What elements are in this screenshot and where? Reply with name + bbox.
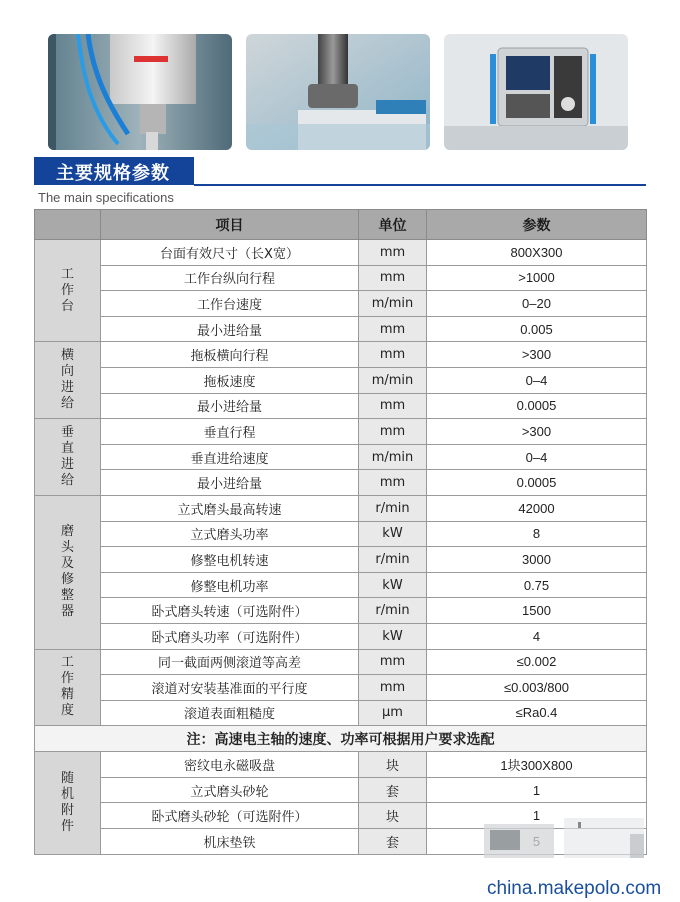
param-cell: 0.0005: [427, 393, 647, 419]
item-cell: 密纹电永磁吸盘: [101, 752, 359, 778]
table-row: [35, 265, 647, 291]
param-cell: >300: [427, 342, 647, 368]
specifications-table: [34, 209, 647, 855]
unit-cell: kW: [359, 572, 427, 598]
item-cell: 卧式磨头功率（可选附件）: [101, 623, 359, 649]
item-cell: 同一截面两侧滚道等高差: [101, 649, 359, 675]
item-cell: 拖板速度: [101, 367, 359, 393]
unit-cell: 套: [359, 777, 427, 803]
unit-cell: mm: [359, 470, 427, 496]
item-cell: 工作台纵向行程: [101, 265, 359, 291]
param-cell: ≤0.002: [427, 649, 647, 675]
note-text: 注：高速电主轴的速度、功率可根据用户要求选配: [35, 726, 647, 752]
item-cell: 立式磨头砂轮: [101, 777, 359, 803]
param-cell: 1500: [427, 598, 647, 624]
unit-cell: 套: [359, 829, 427, 855]
param-cell: >300: [427, 419, 647, 445]
category-cell: 磨头及修整器: [35, 495, 101, 649]
unit-cell: m/min: [359, 444, 427, 470]
category-cell: 工作精度: [35, 649, 101, 726]
item-cell: 台面有效尺寸（长X宽）: [101, 240, 359, 266]
table-row: [35, 367, 647, 393]
watermark-text: china.makepolo.com: [487, 878, 662, 899]
unit-cell: kW: [359, 623, 427, 649]
unit-cell: m/min: [359, 367, 427, 393]
item-cell: 最小进给量: [101, 316, 359, 342]
header-item: 项目: [101, 210, 359, 240]
item-cell: 滚道对安装基准面的平行度: [101, 675, 359, 701]
category-cell: 随机附件: [35, 752, 101, 854]
unit-cell: mm: [359, 649, 427, 675]
table-row: [35, 521, 647, 547]
table-row: [35, 675, 647, 701]
table-row: [35, 470, 647, 496]
table-row: [35, 495, 647, 521]
item-cell: 最小进给量: [101, 393, 359, 419]
table-row: [35, 291, 647, 317]
param-cell: >1000: [427, 265, 647, 291]
table-row: [35, 547, 647, 573]
table-row: [35, 342, 647, 368]
header-param: 参数: [427, 210, 647, 240]
param-cell: 0–4: [427, 367, 647, 393]
item-cell: 立式磨头最高转速: [101, 495, 359, 521]
item-cell: 拖板横向行程: [101, 342, 359, 368]
param-cell: 800X300: [427, 240, 647, 266]
unit-cell: mm: [359, 419, 427, 445]
unit-cell: r/min: [359, 495, 427, 521]
item-cell: 修整电机转速: [101, 547, 359, 573]
unit-cell: mm: [359, 265, 427, 291]
item-cell: 工作台速度: [101, 291, 359, 317]
param-cell: 1: [427, 777, 647, 803]
unit-cell: r/min: [359, 598, 427, 624]
section-title-zh: 主要规格参数: [56, 163, 170, 184]
unit-cell: mm: [359, 240, 427, 266]
item-cell: 卧式磨头转速（可选附件）: [101, 598, 359, 624]
unit-cell: mm: [359, 316, 427, 342]
header-category: [35, 210, 101, 240]
unit-cell: μm: [359, 700, 427, 726]
param-cell: 0.005: [427, 316, 647, 342]
table-row: [35, 598, 647, 624]
item-cell: 机床垫铁: [101, 829, 359, 855]
table-row: [35, 572, 647, 598]
item-cell: 垂直进给速度: [101, 444, 359, 470]
table-header-row: [35, 210, 647, 240]
category-cell: 横向进给: [35, 342, 101, 419]
item-cell: 修整电机功率: [101, 572, 359, 598]
unit-cell: mm: [359, 675, 427, 701]
param-cell: 1: [427, 803, 647, 829]
param-cell: ≤Ra0.4: [427, 700, 647, 726]
item-cell: 立式磨头功率: [101, 521, 359, 547]
unit-cell: mm: [359, 342, 427, 368]
unit-cell: m/min: [359, 291, 427, 317]
section-title-underline: [194, 184, 646, 186]
note-row: [35, 726, 647, 752]
table-row: [35, 444, 647, 470]
unit-cell: r/min: [359, 547, 427, 573]
table-row: [35, 649, 647, 675]
item-cell: 垂直行程: [101, 419, 359, 445]
category-cell: 工作台: [35, 240, 101, 342]
photo-strip: [48, 34, 628, 150]
grinding-head-photo: [246, 34, 430, 150]
table-row: [35, 240, 647, 266]
param-cell: 0–20: [427, 291, 647, 317]
unit-cell: mm: [359, 393, 427, 419]
section-title-en: The main specifications: [38, 190, 174, 205]
param-cell: ≤0.003/800: [427, 675, 647, 701]
param-cell: 42000: [427, 495, 647, 521]
table-row: [35, 419, 647, 445]
table-row: [35, 623, 647, 649]
param-cell: 1块300X800: [427, 752, 647, 778]
spindle-photo: [48, 34, 232, 150]
item-cell: 卧式磨头砂轮（可选附件）: [101, 803, 359, 829]
param-cell: 3000: [427, 547, 647, 573]
param-cell: 0.75: [427, 572, 647, 598]
table-row: [35, 393, 647, 419]
table-row: [35, 777, 647, 803]
machine-image-fragment: [480, 818, 646, 858]
param-cell: 8: [427, 521, 647, 547]
table-row: [35, 316, 647, 342]
header-unit: 单位: [359, 210, 427, 240]
table-row: [35, 700, 647, 726]
param-cell: 4: [427, 623, 647, 649]
param-cell: 0–4: [427, 444, 647, 470]
unit-cell: 块: [359, 752, 427, 778]
item-cell: 滚道表面粗糙度: [101, 700, 359, 726]
category-cell: 垂直进给: [35, 419, 101, 496]
item-cell: 最小进给量: [101, 470, 359, 496]
param-cell: 0.0005: [427, 470, 647, 496]
unit-cell: 块: [359, 803, 427, 829]
table-row: [35, 752, 647, 778]
cnc-control-panel-photo: [444, 34, 628, 150]
unit-cell: kW: [359, 521, 427, 547]
